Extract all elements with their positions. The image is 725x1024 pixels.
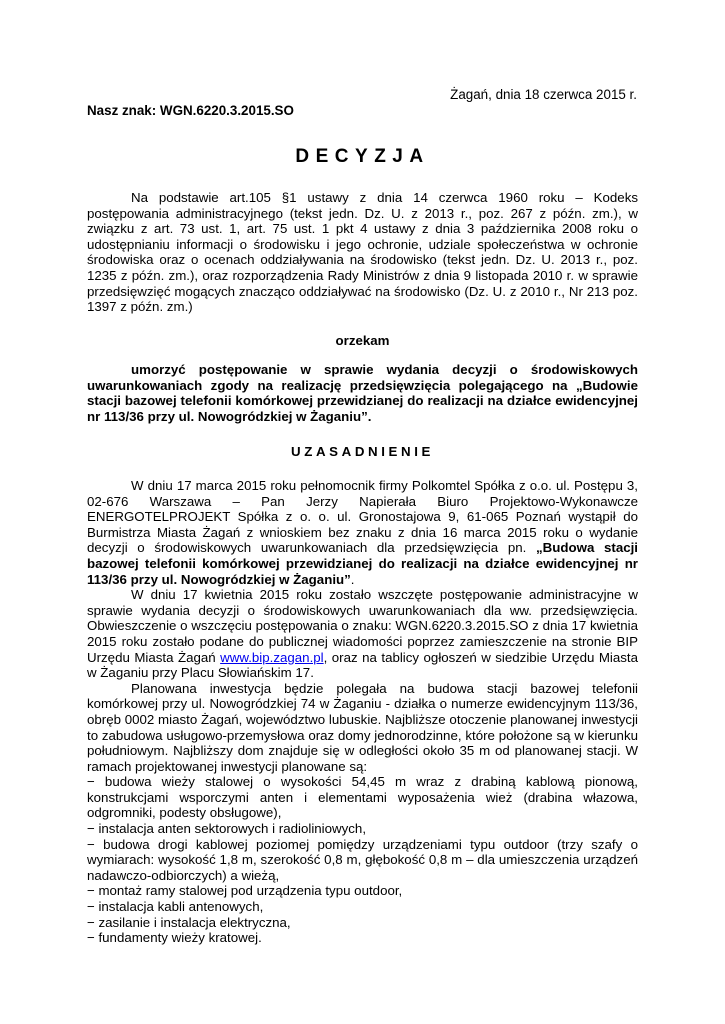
- ruling-paragraph: umorzyć postępowanie w sprawie wydania decyzji o środowiskowych uwarunkowaniach zgody na realizację przedsięwzięcia polegającego na „Budowie stacji bazowej telefonii komórkowej przewidzianej do realizacji na działce ewidencyjnej nr 113/36 przy ul. Nowogródzkiej w Żaganiu”.: [87, 362, 638, 424]
- paragraph-proceedings-text: W dniu 17 kwietnia 2015 roku zostało wszczęte postępowanie administracyjne w sprawie wydania decyzji o środowiskowych uwarunkowaniach dla ww. przedsięwzięcia. Obwieszczenie o wszczęciu postępowania o znaku: WGN.6220.3.2015.SO z dnia 17 kwietnia 2015 roku zostało podane do publicznej wiadomości poprzez zamieszczenie na stronie BIP Urzędu Miasta Żagań: [87, 587, 638, 665]
- date-line: Żagań, dnia 18 czerwca 2015 r.: [450, 87, 637, 102]
- legal-basis-paragraph: Na podstawie art.105 §1 ustawy z dnia 14 czerwca 1960 roku – Kodeks postępowania administracyjnego (tekst jedn. Dz. U. z 2013 r., poz. 267 z późn. zm.), w związku z art. 73 ust. 1, art. 75 ust. 1 pkt 4 ustawy z dnia 3 października 2008 roku o udostępnianiu informacji o środowisku i jego ochronie, udziale społeczeństwa w ochronie środowiska oraz o ocenach oddziaływania na środowisko (tekst jedn. Dz. U. 2013 r., poz. 1235 z późn. zm.), oraz rozporządzenia Rady Ministrów z dnia 9 listopada 2010 r. w sprawie przedsięwzięć mogących znacząco oddziaływać na środowisko (Dz. U. z 2010 r., Nr 213 poz. 1397 z późn. zm.): [87, 190, 638, 315]
- paragraph-application-text: W dniu 17 marca 2015 roku pełnomocnik firmy Polkomtel Spółka z o.o. ul. Postępu 3, 02-676 Warszawa – Pan Jerzy Napierała Biuro Projektowo-Wykonawcze ENERGOTELPROJEKT Spółka z o. o. ul. Gronostajowa 9, 61-065 Poznań wystąpił do Burmistrza Miasta Żagań z wnioskiem bez znaku z dnia 16 marca 2015 roku o wydanie decyzji o środowiskowych uwarunkowaniach dla przedsięwzięcia pn.: [87, 478, 638, 556]
- paragraph-application-end: .: [350, 571, 355, 587]
- justification-section: [87, 478, 638, 946]
- list-item: − instalacja kabli antenowych,: [87, 899, 264, 915]
- investment-list: [87, 774, 638, 946]
- paragraph-proceedings-end: , oraz na tablicy ogłoszeń w siedzibie Urzędu Miasta w Żaganiu przy Placu Słowiańskim 17.: [87, 649, 638, 681]
- list-item: − fundamenty wieży kratowej.: [87, 930, 262, 946]
- reference-number: Nasz znak: WGN.6220.3.2015.SO: [87, 103, 294, 118]
- bip-link[interactable]: www.bip.zagan.pl: [220, 649, 324, 665]
- ruling-section: [87, 362, 638, 424]
- paragraph-application: [87, 478, 638, 587]
- paragraph-proceedings: [87, 587, 638, 681]
- document-title: DECYZJA: [295, 146, 430, 167]
- list-item: − montaż ramy stalowej pod urządzenia typu outdoor,: [87, 883, 403, 899]
- list-item: − instalacja anten sektorowych i radioliniowych,: [87, 821, 367, 837]
- ruling-word: orzekam: [335, 333, 390, 348]
- project-name-bold: „Budowa stacji bazowej telefonii komórkowej przewidzianej do realizacji na działce ewidencyjnej nr 113/36 przy ul. Nowogródzkiej w Żaganiu”: [87, 540, 638, 587]
- list-item: − budowa drogi kablowej poziomej pomiędzy urządzeniami typu outdoor (trzy szafy o wymiarach: wysokość 1,8 m, szerokość 0,8 m, głębokość 0,8 m – dla umieszczenia urządzeń nadawczo-odbiorczych) a wieżą,: [87, 836, 638, 883]
- justification-heading: UZASADNIENIE: [291, 444, 434, 459]
- list-item: − budowa wieży stalowej o wysokości 54,45 m wraz z drabiną kablową pionową, konstrukcjami wsporczymi anten i elementami wyposażenia wież (drabina włazowa, odgromniki, podesty obsługowe),: [87, 774, 638, 821]
- list-item: − zasilanie i instalacja elektryczna,: [87, 914, 291, 930]
- legal-basis-section: [87, 190, 638, 315]
- paragraph-investment: Planowana inwestycja będzie polegała na budowa stacji bazowej telefonii komórkowej przy ul. Nowogródzkiej 74 w Żaganiu - działka o numerze ewidencyjnym 113/36, obręb 0002 miasto Żagań, województwo lubuskie. Najbliższe otoczenie planowanej inwestycji to zabudowa usługowo-przemysłowa oraz domy jednorodzinne, które położone są w kierunku południowym. Najbliższy dom znajduje się w odległości około 35 m od planowanej stacji. W ramach projektowanej inwestycji planowane są:: [87, 680, 638, 774]
